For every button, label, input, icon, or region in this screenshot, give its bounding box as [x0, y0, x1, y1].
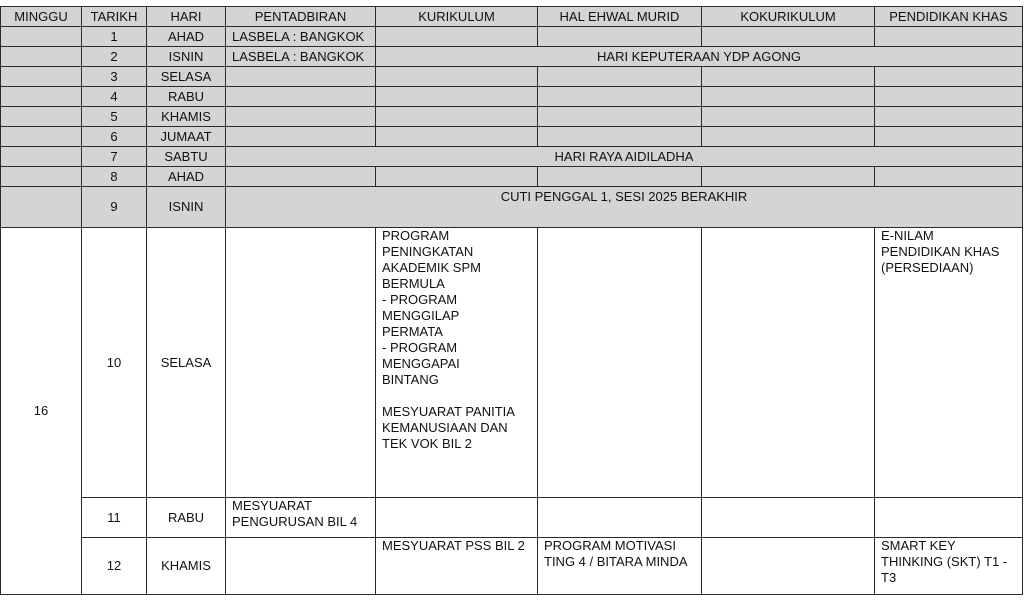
- event-span-cell: CUTI PENGGAL 1, SESI 2025 BERAKHIR: [226, 187, 1023, 228]
- kokurikulum-cell: [702, 498, 875, 538]
- kurikulum-cell: [376, 27, 538, 47]
- hal-ehwal-murid-cell: [538, 167, 702, 187]
- tarikh-cell: 5: [82, 107, 147, 127]
- tarikh-cell: 8: [82, 167, 147, 187]
- kurikulum-cell: [376, 107, 538, 127]
- hari-cell: ISNIN: [147, 47, 226, 67]
- pentadbiran-cell: LASBELA : BANGKOK: [226, 47, 376, 67]
- table-row: [1, 127, 1023, 147]
- table-row: [1, 47, 1023, 67]
- event-span-cell: HARI RAYA AIDILADHA: [226, 147, 1023, 167]
- hal-ehwal-murid-cell: [538, 27, 702, 47]
- tarikh-cell: 10: [82, 228, 147, 498]
- minggu-cell: [1, 27, 82, 47]
- hari-cell: SABTU: [147, 147, 226, 167]
- pentadbiran-cell: [226, 67, 376, 87]
- hari-cell: AHAD: [147, 27, 226, 47]
- kokurikulum-cell: [702, 538, 875, 595]
- pendidikan-khas-cell: [875, 87, 1023, 107]
- tarikh-cell: 7: [82, 147, 147, 167]
- tarikh-cell: 12: [82, 538, 147, 595]
- pendidikan-khas-cell: [875, 167, 1023, 187]
- table-row: [1, 27, 1023, 47]
- pendidikan-khas-cell: SMART KEY THINKING (SKT) T1 - T3: [875, 538, 1023, 595]
- kokurikulum-cell: [702, 67, 875, 87]
- kokurikulum-cell: [702, 228, 875, 498]
- hari-cell: JUMAAT: [147, 127, 226, 147]
- tarikh-cell: 3: [82, 67, 147, 87]
- kokurikulum-cell: [702, 167, 875, 187]
- tarikh-cell: 2: [82, 47, 147, 67]
- pendidikan-khas-cell: [875, 127, 1023, 147]
- hari-cell: SELASA: [147, 67, 226, 87]
- table-row: [1, 147, 1023, 167]
- table-row: [1, 67, 1023, 87]
- kokurikulum-cell: [702, 27, 875, 47]
- table-row: [1, 167, 1023, 187]
- minggu-cell: [1, 127, 82, 147]
- hari-cell: RABU: [147, 498, 226, 538]
- kurikulum-cell: PROGRAM PENINGKATAN AKADEMIK SPM BERMULA - PROGRAM MENGGILAP PERMATA - PROGRAM MENGGAPAI BINTANG MESYUARAT PANITIA KEMANUSIAAN DAN TEK VOK BIL 2: [376, 228, 538, 498]
- table-row: [1, 187, 1023, 228]
- hal-ehwal-murid-cell: [538, 87, 702, 107]
- hari-cell: RABU: [147, 87, 226, 107]
- hari-cell: KHAMIS: [147, 107, 226, 127]
- kurikulum-cell: [376, 67, 538, 87]
- kurikulum-cell: MESYUARAT PSS BIL 2: [376, 538, 538, 595]
- table-row: [1, 87, 1023, 107]
- school-calendar-table: [0, 6, 1023, 595]
- hal-ehwal-murid-cell: [538, 67, 702, 87]
- minggu-cell: [1, 167, 82, 187]
- tarikh-cell: 6: [82, 127, 147, 147]
- header-tarikh: TARIKH: [82, 7, 147, 27]
- kurikulum-cell: [376, 498, 538, 538]
- pentadbiran-cell: [226, 107, 376, 127]
- pentadbiran-cell: [226, 127, 376, 147]
- kokurikulum-cell: [702, 107, 875, 127]
- hal-ehwal-murid-cell: [538, 127, 702, 147]
- minggu-cell: [1, 87, 82, 107]
- minggu-cell: 16: [1, 228, 82, 595]
- minggu-cell: [1, 47, 82, 67]
- header-hal-ehwal-murid: HAL EHWAL MURID: [538, 7, 702, 27]
- table-row: [1, 498, 1023, 538]
- minggu-cell: [1, 107, 82, 127]
- hari-cell: AHAD: [147, 167, 226, 187]
- minggu-cell: [1, 67, 82, 87]
- pentadbiran-cell: LASBELA : BANGKOK: [226, 27, 376, 47]
- kokurikulum-cell: [702, 87, 875, 107]
- pentadbiran-cell: [226, 538, 376, 595]
- minggu-cell: [1, 147, 82, 167]
- tarikh-cell: 1: [82, 27, 147, 47]
- header-kokurikulum: KOKURIKULUM: [702, 7, 875, 27]
- kokurikulum-cell: [702, 127, 875, 147]
- event-span-cell: HARI KEPUTERAAN YDP AGONG: [376, 47, 1023, 67]
- pendidikan-khas-cell: E-NILAM PENDIDIKAN KHAS (PERSEDIAAN): [875, 228, 1023, 498]
- table-row: [1, 107, 1023, 127]
- hal-ehwal-murid-cell: PROGRAM MOTIVASI TING 4 / BITARA MINDA: [538, 538, 702, 595]
- hal-ehwal-murid-cell: [538, 228, 702, 498]
- header-kurikulum: KURIKULUM: [376, 7, 538, 27]
- minggu-cell: [1, 187, 82, 228]
- pentadbiran-cell: [226, 87, 376, 107]
- header-minggu: MINGGU: [1, 7, 82, 27]
- pentadbiran-cell: [226, 167, 376, 187]
- tarikh-cell: 4: [82, 87, 147, 107]
- table-row: [1, 228, 1023, 498]
- pentadbiran-cell: [226, 228, 376, 498]
- hari-cell: KHAMIS: [147, 538, 226, 595]
- pendidikan-khas-cell: [875, 27, 1023, 47]
- pendidikan-khas-cell: [875, 67, 1023, 87]
- kurikulum-cell: [376, 167, 538, 187]
- hari-cell: SELASA: [147, 228, 226, 498]
- header-pentadbiran: PENTADBIRAN: [226, 7, 376, 27]
- pentadbiran-cell: MESYUARAT PENGURUSAN BIL 4: [226, 498, 376, 538]
- table-row: [1, 538, 1023, 595]
- kurikulum-cell: [376, 87, 538, 107]
- header-row: [1, 7, 1023, 27]
- hal-ehwal-murid-cell: [538, 498, 702, 538]
- header-hari: HARI: [147, 7, 226, 27]
- tarikh-cell: 9: [82, 187, 147, 228]
- kurikulum-cell: [376, 127, 538, 147]
- pendidikan-khas-cell: [875, 107, 1023, 127]
- hari-cell: ISNIN: [147, 187, 226, 228]
- hal-ehwal-murid-cell: [538, 107, 702, 127]
- pendidikan-khas-cell: [875, 498, 1023, 538]
- header-pendidikan-khas: PENDIDIKAN KHAS: [875, 7, 1023, 27]
- tarikh-cell: 11: [82, 498, 147, 538]
